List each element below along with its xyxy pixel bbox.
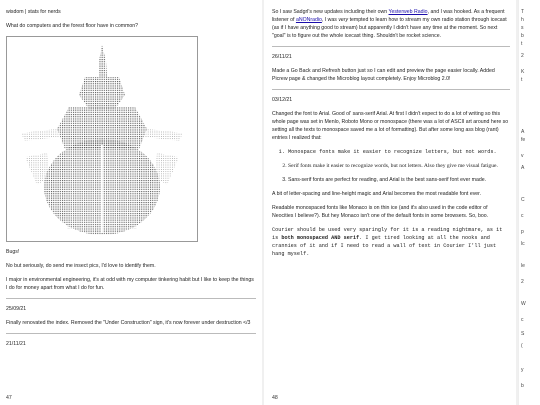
nav-separator: | xyxy=(23,9,28,15)
page-47 xyxy=(0,0,262,405)
fragment: t xyxy=(521,41,523,47)
fragment: h xyxy=(521,17,524,23)
radio-emphasis: very xyxy=(338,17,349,23)
nav-stats-link[interactable]: stats for nerds xyxy=(27,9,61,15)
fragment: K xyxy=(521,69,525,75)
divider xyxy=(272,89,510,90)
list-item: 3. Sans-serif fonts are perfect for reading, and Arial is the best sans-serif font ever made. xyxy=(288,176,510,184)
fragment: C xyxy=(521,197,525,203)
fragment: p xyxy=(521,229,524,235)
nav-wisdom-link[interactable]: wisdom xyxy=(6,9,24,15)
entry-date: 26/11/21 xyxy=(272,54,292,60)
list-item: 2. Serif fonts make it easier to recognize words, but not letters. Also they give me visual fatigue. xyxy=(288,162,510,170)
entry-date: 03/12/21 xyxy=(272,97,293,103)
radio-text-b: , and I was hooked. As a frequent listener of xyxy=(272,9,505,23)
page-49-edge xyxy=(518,0,540,405)
fragment: A xyxy=(521,129,525,135)
radio-text-c: , I was xyxy=(321,17,339,23)
courier-paragraph xyxy=(272,226,510,258)
page-48 xyxy=(264,0,516,405)
arial-paragraph: A bit of letter-spacing and line-height magic and Arial becomes the most readable font ever. xyxy=(272,191,482,197)
fragment: v xyxy=(521,153,524,159)
fragment: lc xyxy=(521,241,525,247)
beetle-ascii-art xyxy=(6,36,198,242)
entry-date: 21/11/21 xyxy=(6,341,26,347)
anonradio-link[interactable]: aNONradio xyxy=(295,17,322,23)
page-number: 48 xyxy=(272,395,278,401)
entry-text: Changed the font to Arial. Good ol' sans-serif Arial. At first I didn't expect to do a lot of writing so this whole page was set in Menlo, Roboto Mono or monospace (there was a lot of ASCII art around here so setting all the texts to monospace saved me a lot of formatting). But after some long ass blog (rant) entries I realized that: xyxy=(272,111,509,141)
fragment: 2 xyxy=(521,279,524,285)
fragment: W xyxy=(521,301,526,307)
beetle-icon xyxy=(7,37,197,241)
fragment: c xyxy=(521,213,524,219)
fragment: c xyxy=(521,317,524,323)
divider xyxy=(6,298,256,299)
fragment: s xyxy=(521,25,524,31)
fragment: b xyxy=(521,33,524,39)
entry-text: Made a Go Back and Refresh button just so I can edit and preview the page easier locally. Added Picrew page & changed the Microblog layout completely. Enjoy Microblog 2.0! xyxy=(272,68,495,82)
fragment: 2 xyxy=(521,53,524,59)
fragment: S xyxy=(521,331,525,337)
entry-text: Finally renovated the index. Removed the "Under Construction" sign, it's now forever under destruction </3 xyxy=(6,320,251,326)
entry-date: 25/09/21 xyxy=(6,306,27,312)
radio-paragraph xyxy=(272,8,510,40)
monaco-paragraph: Readable monospaced fonts like Monaco is on thin ice (and it's also used in the code editor of Neocities I believe?). But hey Monaco isn't one of the default fonts in some browsers. So, boo. xyxy=(272,205,489,219)
bugs-paragraph-1: No but seriously, do send me insect pics, I'd love to identify them. xyxy=(6,263,156,269)
courier-bold: both monospaced AND serif xyxy=(281,235,360,241)
bugs-paragraph-2: I major in environmental engineering, it's at odd with my computer tinkering habit but I like to keep the things I do for money apart from what I do for fun. xyxy=(6,277,254,291)
fragment: ( xyxy=(521,343,523,349)
radio-text-d: tempted to learn how to stream my own radio station through icecast (as if I have anything good to stream) but apparently I didn't have any time at the moment. So next "goal" is to figure out the whole icecast thing. Shouldn't be rocket science. xyxy=(272,17,507,39)
page-number: 47 xyxy=(6,395,12,401)
courier-text-c: . I get tired looking at all the nooks and crannies of it and if I need to read a wall of text in Courier I'll just hang myself. xyxy=(272,235,497,257)
fragment: b xyxy=(521,383,524,389)
font-list xyxy=(272,148,510,184)
divider xyxy=(272,46,510,47)
divider xyxy=(6,333,256,334)
fragment: T xyxy=(521,9,525,15)
intro-text: What do computers and the forest floor have in common? xyxy=(6,23,139,29)
fragment: fe xyxy=(521,137,526,143)
radio-text-a: So I saw Sadgrl's new updates including their own xyxy=(272,9,389,15)
fragment: le xyxy=(521,263,525,269)
yesterweb-radio-link[interactable]: Yesterweb Radio xyxy=(388,9,428,15)
fragment: A xyxy=(521,165,525,171)
fragment: t xyxy=(521,77,523,83)
courier-text-a: Courier should be used very sparingly for it is a reading nightmare, as it is xyxy=(272,227,503,241)
bugs-title: Bugs! xyxy=(6,249,20,255)
list-item: 1. Monospace fonts make it easier to recognize letters, but not words. xyxy=(288,148,510,156)
top-nav xyxy=(6,8,256,16)
fragment: y xyxy=(521,367,524,373)
